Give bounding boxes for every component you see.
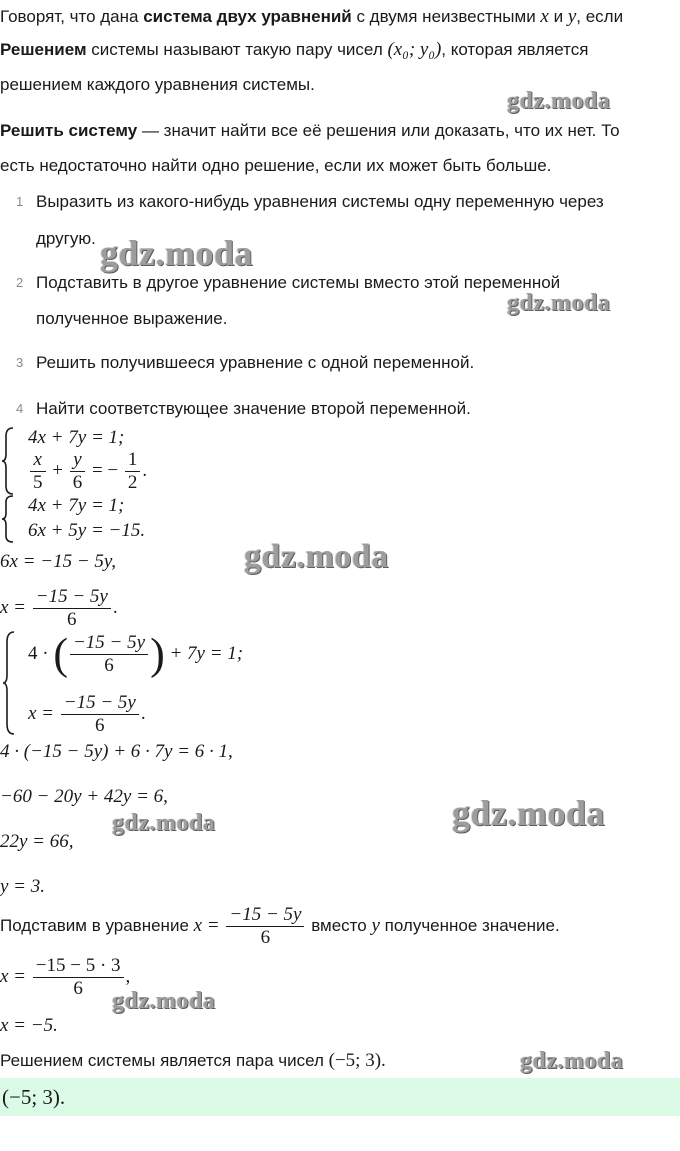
watermark: gdz.moda [520, 1048, 624, 1074]
system1-eq2: $\frac{x}{5}$ + $\frac{y}{6}$ = − $\frac{1}{2}$ . [28, 449, 147, 493]
step-line: 22y = 66, [0, 831, 74, 852]
system3-eq2: x = $\frac{-15 - 5y}{6}$ . [28, 692, 146, 736]
answer-value: (−5; 3). [2, 1085, 66, 1109]
intro-line-1: Говорят, что дана система двух уравнений с двумя неизвестными x и y, если [0, 6, 624, 27]
step-text: Выразить из какого-нибудь уравнения системы одну переменную через [36, 192, 604, 211]
fraction: $\frac{y}{6}$ [70, 449, 86, 493]
result-sentence: Решением системы является пара чисел (−5; 3). [0, 1050, 386, 1071]
x-value: x = −5. [0, 1015, 58, 1036]
step-number: 1 [16, 194, 24, 209]
step-line: 4 · (−15 − 5y) + 6 · 7y = 6 · 1, [0, 741, 233, 762]
fraction: $\frac{-15 - 5 \cdot 3}{6}$ [33, 955, 124, 1000]
system1-eq1: 4x + 7y = 1; [28, 427, 125, 448]
substitution-sentence: Подставим в уравнение x = $\frac{-15 - 5y}{6}$ вместо y полученное значение. [0, 904, 560, 948]
watermark: gdz.moda [452, 793, 606, 833]
step-line: −60 − 20y + 42y = 6, [0, 786, 168, 807]
fraction: $\frac{x}{5}$ [30, 449, 46, 493]
step-text: Найти соответствующее значение второй переменной. [36, 399, 471, 418]
system3-eq1: 4 · ( $\frac{-15 - 5y}{6}$ ) + 7y = 1; [28, 629, 244, 679]
fraction: $\frac{-15 - 5y}{6}$ [226, 904, 304, 949]
step-number: 3 [16, 355, 24, 370]
system2-eq1: 4x + 7y = 1; [28, 495, 125, 516]
step-text: другую. [36, 229, 96, 248]
watermark: gdz.moda [100, 233, 254, 273]
watermark: gdz.moda [244, 538, 389, 575]
intro-line-2: Решением системы называют такую пару чисел (x₀; y₀), которая является [0, 39, 589, 60]
x-expression: x = $\frac{-15 - 5y}{6}$ . [0, 586, 118, 630]
watermark: gdz.moda [112, 810, 216, 836]
watermark: gdz.moda [112, 988, 216, 1014]
answer-box [0, 1078, 680, 1116]
step-line: y = 3. [0, 876, 46, 897]
x-numeric-expression: x = $\frac{-15 - 5 \cdot 3}{6}$ , [0, 955, 131, 999]
step-number: 4 [16, 401, 24, 416]
step-text: Решить получившееся уравнение с одной переменной. [36, 353, 475, 372]
step-text: полученное выражение. [36, 309, 228, 328]
system-brace [1, 494, 15, 544]
step-text: Подставить в другое уравнение системы вместо этой переменной [36, 273, 561, 292]
fraction: $\frac{-15 - 5y}{6}$ [61, 692, 139, 736]
intro-line-5: есть недостаточно найти одно решение, если их может быть больше. [0, 156, 552, 175]
step-line: 6x = −15 − 5y, [0, 551, 117, 572]
system2-eq2: 6x + 5y = −15. [28, 520, 146, 541]
watermark: gdz.moda [507, 88, 611, 114]
intro-line-3: решением каждого уравнения системы. [0, 75, 315, 94]
watermark: gdz.moda [507, 290, 611, 316]
intro-line-4: Решить систему — значит найти все её решения или доказать, что их нет. То [0, 121, 620, 140]
fraction: $\frac{-15 - 5y}{6}$ [70, 632, 148, 677]
step-number: 2 [16, 275, 24, 290]
fraction: $\frac{-15 - 5y}{6}$ [33, 586, 111, 630]
fraction: $\frac{1}{2}$ [125, 449, 141, 493]
system-brace [2, 630, 16, 736]
system-brace [1, 426, 15, 496]
